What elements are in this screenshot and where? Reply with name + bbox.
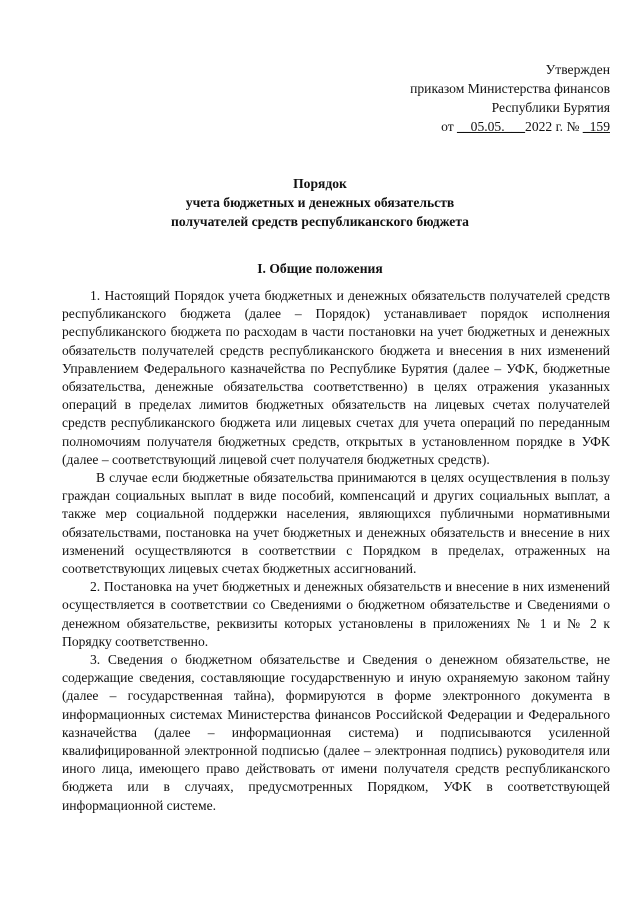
- approval-date-prefix: от: [441, 119, 458, 134]
- paragraph-1-continuation: В случае если бюджетные обязательства принимаются в целях осуществления в пользу граждан социальных выплат в виде пособий, компенсаций и других социальных выплат, а также мер социальной поддержки населения, являющихся публичными нормативными обязательствами, постановка на учет бюджетных и денежных обязательств и внесение в них изменений осуществляются в соответствии с Порядком в пределах, отраженных на соответствующих лицевых счетах бюджетных ассигнований.: [62, 470, 610, 577]
- document-body: [62, 287, 610, 815]
- title-line-2: учета бюджетных и денежных обязательств: [185, 195, 455, 210]
- paragraph-2: 2. Постановка на учет бюджетных и денежных обязательств и внесение в них изменений осуществляется в соответствии со Сведениями о бюджетном обязательстве и Сведениями о денежном обязательстве, реквизиты которых установлены в приложениях № 1 и № 2 к Порядку соответственно.: [62, 579, 610, 649]
- approval-line-order: приказом Министерства финансов: [410, 81, 610, 96]
- approval-year: 2022 г. №: [525, 119, 583, 134]
- approval-date-value: __05.05.___: [457, 119, 526, 134]
- paragraph-3: 3. Сведения о бюджетном обязательстве и Сведения о денежном обязательстве, не содержащие сведения, составляющие государственную и иную охраняемую законом тайну (далее – государственная тайна), формируются в форме электронного документа в информационных системах Министерства финансов Российской Федерации и Федерального казначейства (далее – информационная система) и подписываются усиленной квалифицированной электронной подписью (далее – электронная подпись) руководителя или иного лица, имеющего право действовать от имени получателя средств республиканского бюджета или в случаях, предусмотренных Порядком, УФК в соответствующей информационной системе.: [62, 652, 610, 813]
- approval-line-approved: Утвержден: [545, 62, 610, 77]
- section-heading: I. Общие положения: [257, 261, 383, 276]
- title-line-3: получателей средств республиканского бюджета: [171, 214, 469, 229]
- approval-block: [410, 60, 610, 136]
- document-title: [0, 174, 640, 231]
- approval-number-value: _159: [582, 119, 610, 134]
- paragraph-1: 1. Настоящий Порядок учета бюджетных и денежных обязательств получателей средств республиканского бюджета (далее – Порядок) устанавливает порядок исполнения республиканского бюджета по расходам в части постановки на учет бюджетных и денежных обязательств получателей средств республиканского бюджета и внесения в них изменений Управлением Федерального казначейства по Республике Бурятия (далее – УФК, бюджетные обязательства, денежные обязательства соответственно) в целях отражения указанных операций в пределах лимитов бюджетных обязательств на лицевых счетах получателей средств республиканского бюджета или лицевых счетах для учета операций по переданным полномочиям получателя бюджетных средств, открытых в установленном порядке в УФК (далее – соответствующий лицевой счет получателя бюджетных средств).: [62, 288, 610, 467]
- approval-line-republic: Республики Бурятия: [491, 100, 610, 115]
- approval-line-date: [410, 117, 610, 136]
- title-line-1: Порядок: [293, 176, 347, 191]
